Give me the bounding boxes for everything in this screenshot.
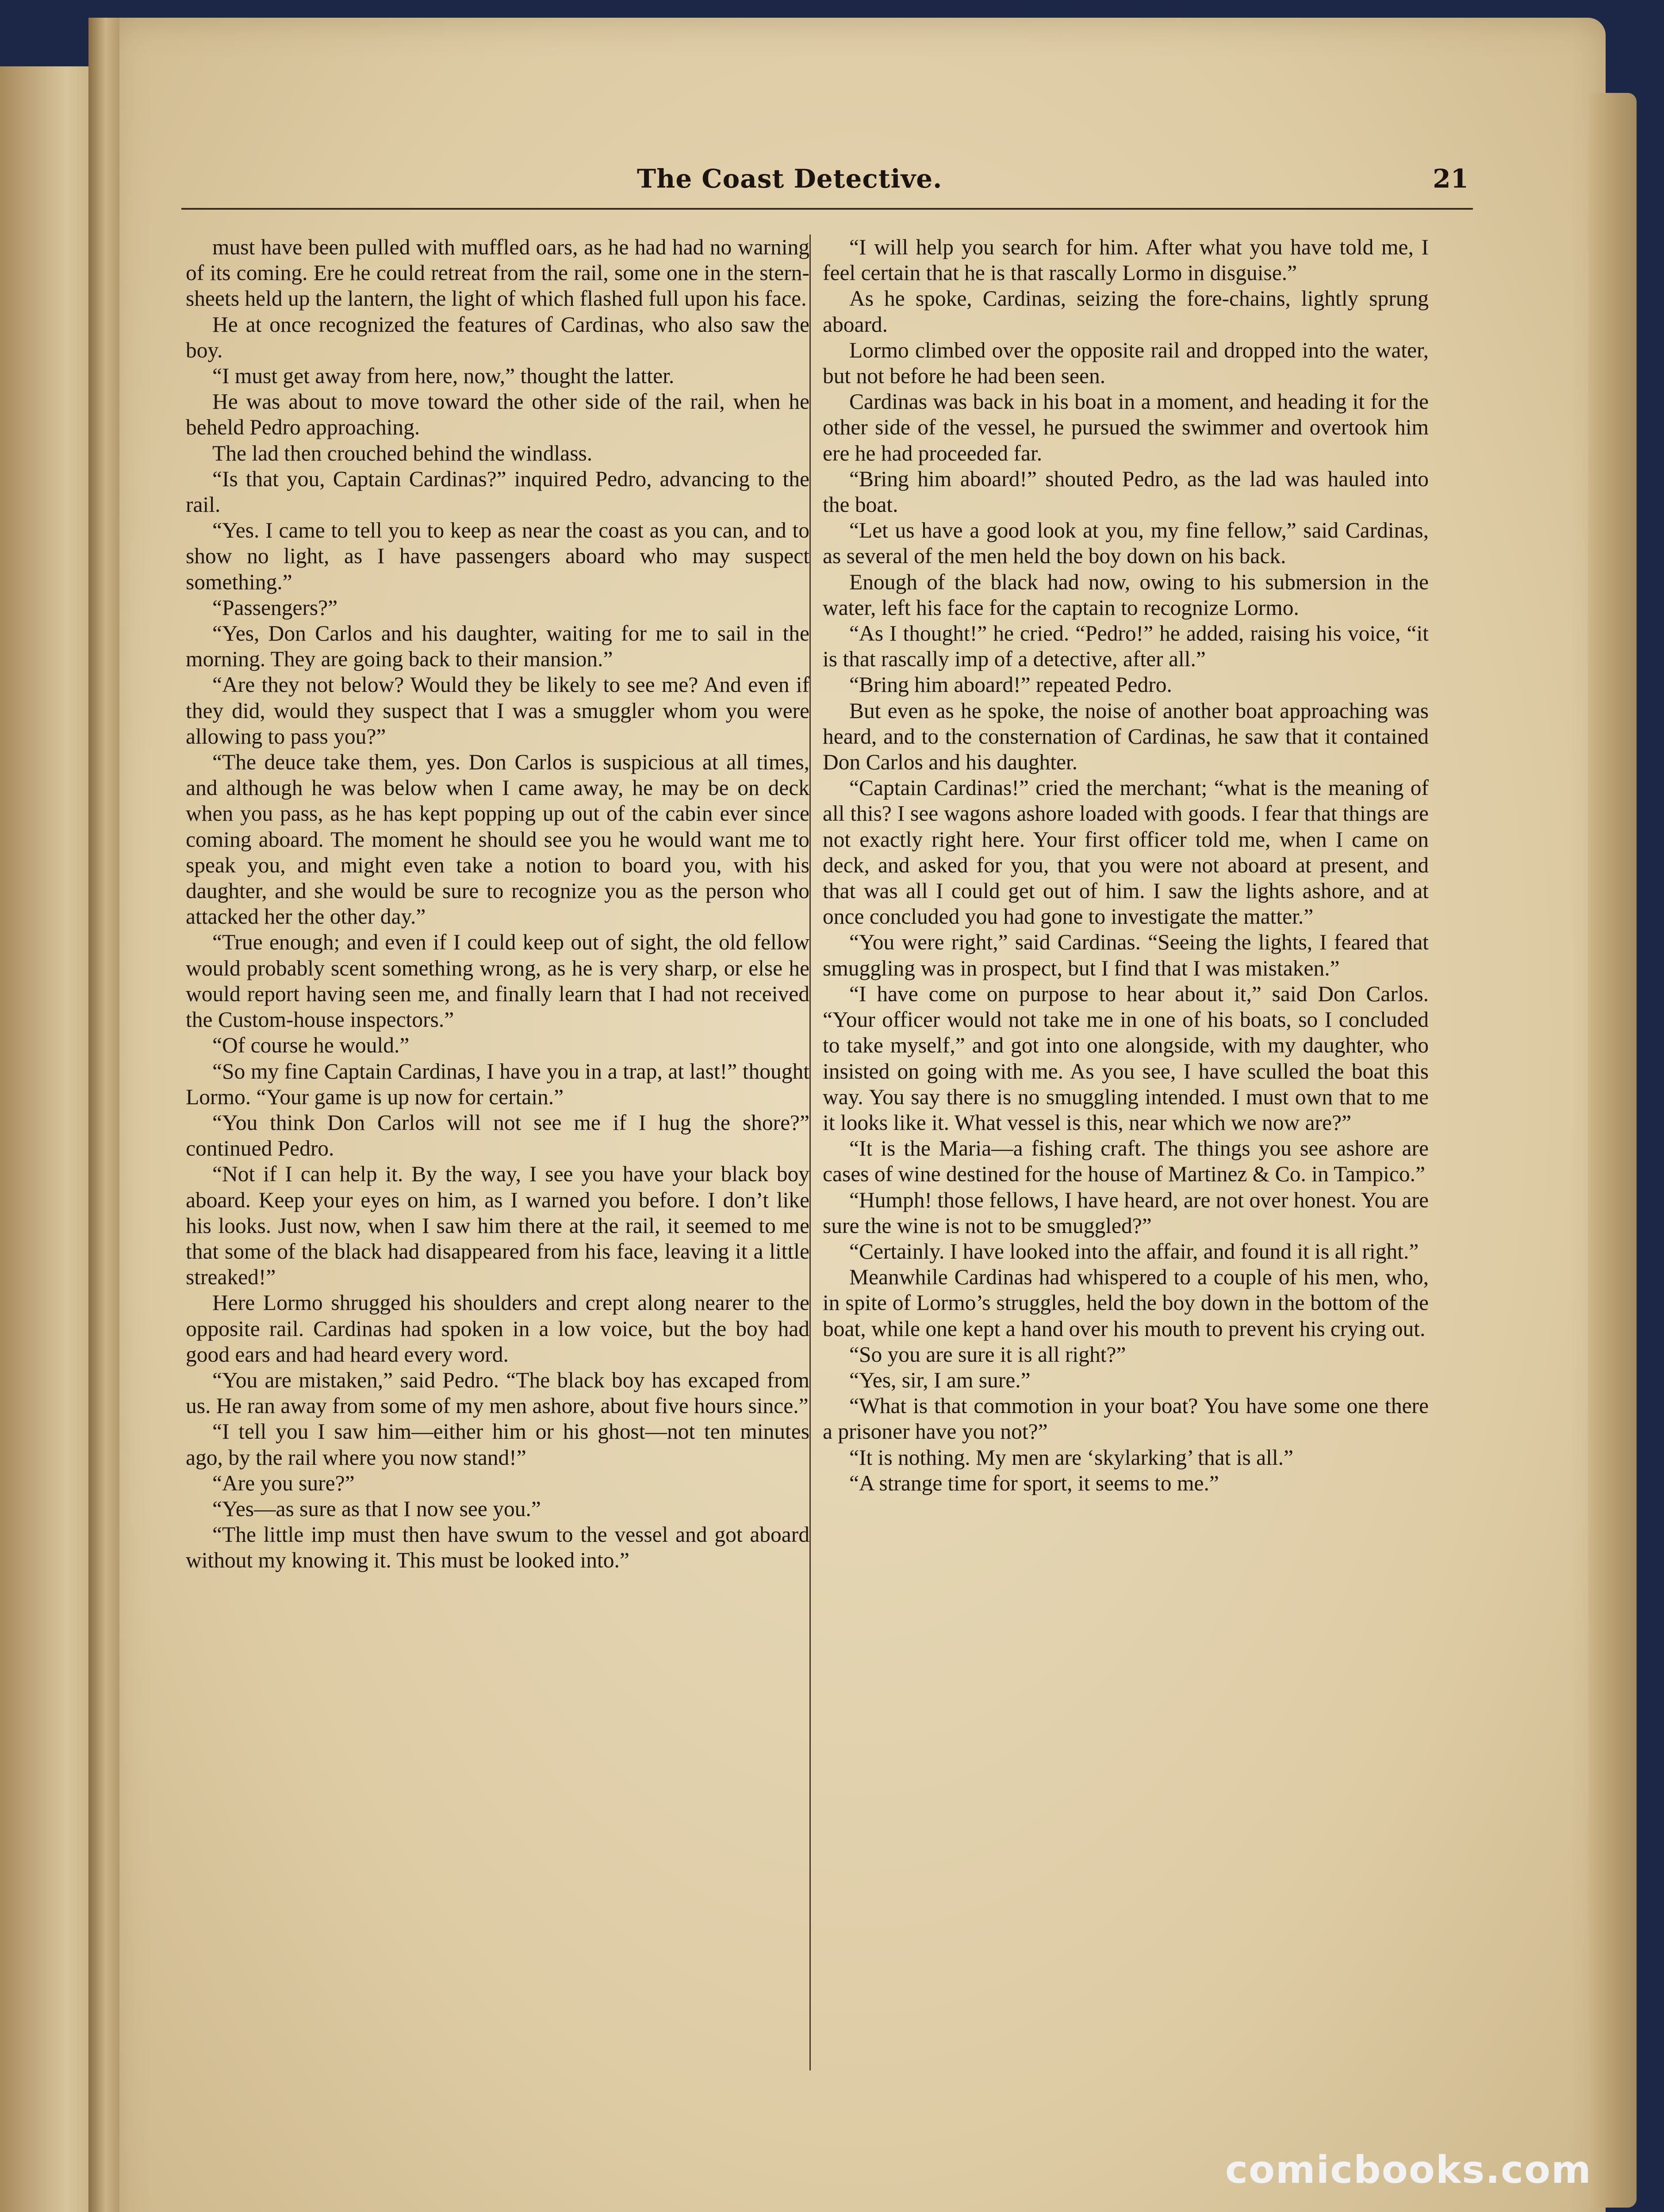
paragraph: The lad then crouched behind the windlass. — [212, 441, 593, 465]
paragraph: “You are mistaken,” said Pedro. “The black boy has excaped from us. He ran away from some of my men ashore, about five hours since.” — [186, 1367, 809, 1418]
paragraph: “Is that you, Captain Cardinas?” inquired Pedro, advancing to the rail. — [186, 466, 809, 517]
paragraph: “I will help you search for him. After what you have told me, I feel certain that he is that rascally Lormo in disguise.” — [823, 235, 1429, 285]
paragraph: Here Lormo shrugged his shoulders and crept along nearer to the opposite rail. Cardinas had spoken in a low voice, but the boy had good ears and had heard every word. — [186, 1290, 809, 1367]
paragraph: “Let us have a good look at you, my fine fellow,” said Cardinas, as several of the men held the boy down on his back. — [823, 518, 1429, 568]
header-rule — [181, 208, 1473, 210]
paragraph: must have been pulled with muffled oars, as he had had no warning of its coming. Ere he could retreat from the rail, some one in the stern-sheets held up the lantern, the light of which flashed full upon his face. — [186, 235, 809, 311]
paragraph: “Certainly. I have looked into the affair, and found it is all right.” — [849, 1239, 1419, 1263]
site-watermark: comicbooks.com — [1225, 2148, 1592, 2192]
paragraph: “Bring him aboard!” shouted Pedro, as the lad was hauled into the boat. — [823, 466, 1429, 517]
running-header — [531, 164, 1468, 199]
left-column — [186, 234, 809, 2070]
paragraph: “Yes—as sure as that I now see you.” — [212, 1496, 541, 1521]
header-title: The Coast Detective. — [637, 164, 943, 194]
paragraph: “True enough; and even if I could keep out of sight, the old fellow would probably scent something wrong, as he is very sharp, or else he would report having seen me, and finally learn that I had not received the Custom-house inspectors.” — [186, 930, 809, 1032]
paragraph: “Yes. I came to tell you to keep as near the coast as you can, and to show no light, as I have passengers aboard who may suspect something.” — [186, 518, 809, 594]
paragraph: “Captain Cardinas!” cried the merchant; “what is the meaning of all this? I see wagons ashore loaded with goods. I fear that things are not exactly right here. Your first officer told me, when I came on deck, and asked for you, that you were not aboard at present, and that was all I could get out of him. I saw the lights ashore, and at once concluded you had gone to investigate the matter.” — [823, 776, 1429, 929]
paragraph: “Not if I can help it. By the way, I see you have your black boy aboard. Keep your eyes on him, as I warned you before. I don’t like his looks. Just now, when I saw him there at the rail, it seemed to me that some of the black had disappeared from his face, leaving it a little streaked!” — [186, 1162, 809, 1290]
page-number: 21 — [1433, 164, 1468, 194]
paragraph: “Passengers?” — [212, 595, 338, 620]
book-spine — [88, 18, 119, 2212]
paragraph: “I have come on purpose to hear about it,” said Don Carlos. “Your officer would not take me in one of his boats, so I concluded to take myself,” and got into one alongside, with my daughter, who insisted on going with me. As you see, I have sculled the boat this way. You say there is no smuggling intended. I must own that to me it looks like it. What vessel is this, near which we now are?” — [823, 981, 1429, 1135]
paragraph: “You think Don Carlos will not see me if I hug the shore?” continued Pedro. — [186, 1110, 809, 1161]
column-divider — [809, 234, 811, 2070]
paragraph: But even as he spoke, the noise of another boat approaching was heard, and to the consternation of Cardinas, he saw that it contained Don Carlos and his daughter. — [823, 698, 1429, 775]
paragraph: Cardinas was back in his boat in a moment, and heading it for the other side of the vessel, he pursued the swimmer and overtook him ere he had proceeded far. — [823, 389, 1429, 465]
paragraph: Meanwhile Cardinas had whispered to a couple of his men, who, in spite of Lormo’s struggles, held the boy down in the bottom of the boat, while one kept a hand over his mouth to prevent his crying out. — [823, 1265, 1429, 1341]
paragraph: “Humph! those fellows, I have heard, are not over honest. You are sure the wine is not to be smuggled?” — [823, 1187, 1429, 1238]
paragraph: “Of course he would.” — [212, 1033, 410, 1058]
paragraph: “Yes, Don Carlos and his daughter, waiting for me to sail in the morning. They are going back to their mansion.” — [186, 621, 809, 672]
paragraph: “I must get away from here, now,” thought the latter. — [212, 364, 675, 388]
paragraph: “What is that commotion in your boat? You have some one there a prisoner have you not?” — [823, 1394, 1429, 1444]
paragraph: “You were right,” said Cardinas. “Seeing the lights, I feared that smuggling was in prospect, but I find that I was mistaken.” — [823, 930, 1429, 980]
paragraph: “I tell you I saw him—either him or his ghost—not ten minutes ago, by the rail where you now stand!” — [186, 1419, 809, 1470]
paragraph: “So my fine Captain Cardinas, I have you in a trap, at last!” thought Lormo. “Your game is up now for certain.” — [186, 1059, 809, 1109]
paragraph: “So you are sure it is all right?” — [849, 1342, 1126, 1367]
paragraph: As he spoke, Cardinas, seizing the fore-chains, lightly sprung aboard. — [823, 286, 1429, 337]
paragraph: “The deuce take them, yes. Don Carlos is suspicious at all times, and although he was below when I came away, he may be on deck when you pass, as he has kept popping up out of the cabin ever since coming aboard. The moment he should see you he would want me to speak you, and might even take a notion to board you, with his daughter, and she would be sure to recognize you as the person who attacked her the other day.” — [186, 750, 809, 929]
paragraph: “The little imp must then have swum to the vessel and got aboard without my knowing it. This must be looked into.” — [186, 1522, 809, 1573]
paragraph: “Are they not below? Would they be likely to see me? And even if they did, would they suspect that I was a smuggler whom you were allowing to pass you?” — [186, 672, 809, 749]
paragraph: “A strange time for sport, it seems to me.” — [849, 1471, 1219, 1495]
paragraph: “It is nothing. My men are ‘skylarking’ that is all.” — [849, 1445, 1293, 1470]
right-column — [823, 234, 1429, 2070]
paragraph: Enough of the black had now, owing to his submersion in the water, left his face for the captain to recognize Lormo. — [823, 569, 1429, 620]
paragraph: “As I thought!” he cried. “Pedro!” he added, raising his voice, “it is that rascally imp of a detective, after all.” — [823, 621, 1429, 672]
paragraph: He was about to move toward the other side of the rail, when he beheld Pedro approaching. — [186, 389, 809, 440]
paragraph: “It is the Maria—a fishing craft. The things you see ashore are cases of wine destined for the house of Martinez & Co. in Tampico.” — [823, 1136, 1429, 1187]
page-stack-edge — [1588, 93, 1637, 2208]
paragraph: Lormo climbed over the opposite rail and dropped into the water, but not before he had been seen. — [823, 338, 1429, 388]
paragraph: He at once recognized the features of Cardinas, who also saw the boy. — [186, 312, 809, 362]
paragraph: “Are you sure?” — [212, 1471, 355, 1495]
paragraph: “Bring him aboard!” repeated Pedro. — [849, 672, 1172, 697]
paragraph: “Yes, sir, I am sure.” — [849, 1367, 1031, 1392]
